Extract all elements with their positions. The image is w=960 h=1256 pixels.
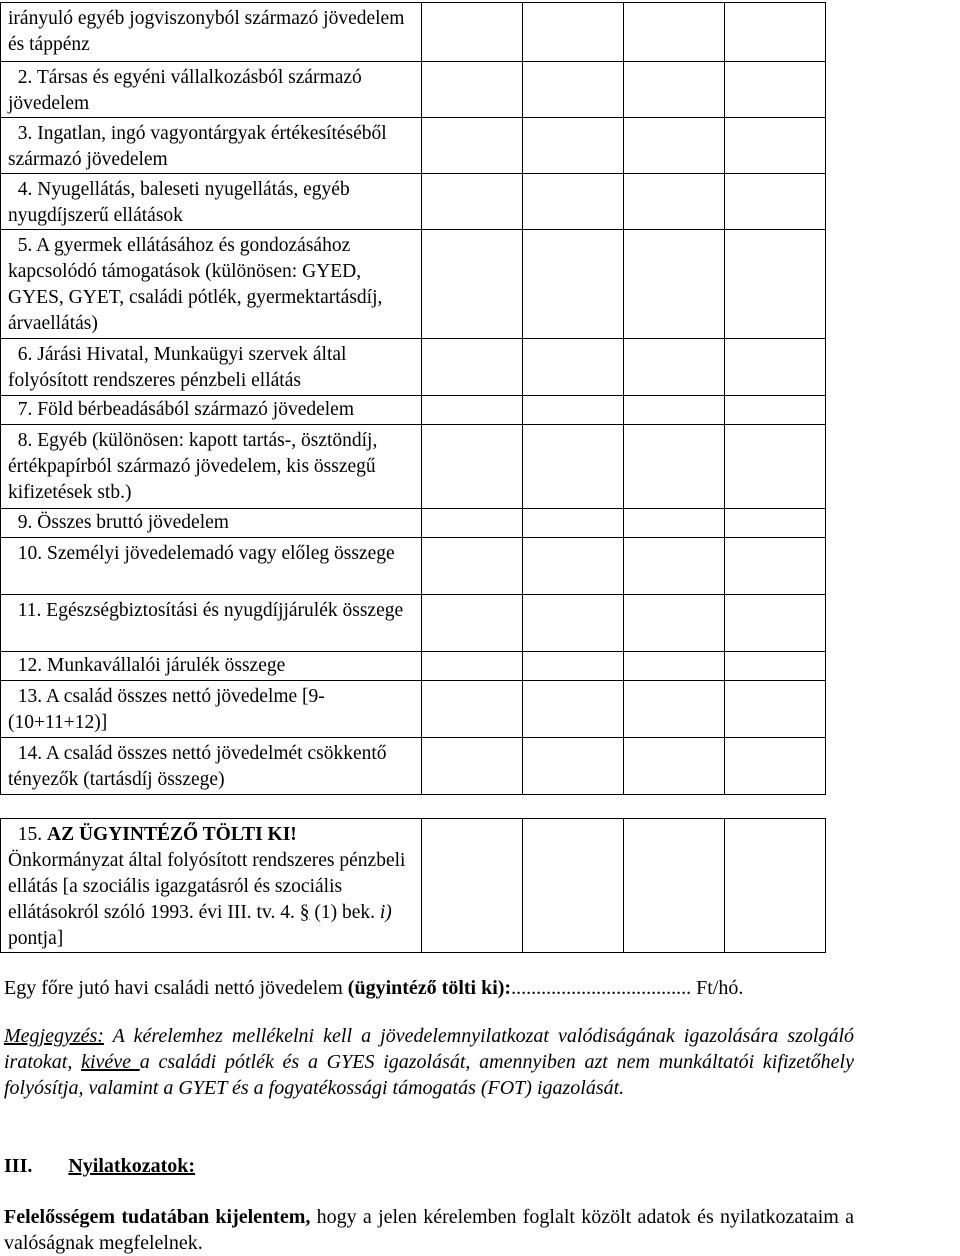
- note-label: Megjegyzés:: [4, 1025, 104, 1047]
- amount-cell[interactable]: [624, 738, 725, 795]
- note-text-2: a családi pótlék és a GYES igazolását, amennyiben azt nem munkáltatói kifizetőhely folyósítja, valamint a GYET és a fogyatékossági támogatás (FOT) igazolását.: [4, 1051, 854, 1099]
- amount-cell[interactable]: [725, 62, 826, 118]
- row-label: 6. Járási Hivatal, Munkaügyi szervek által folyósított rendszeres pénzbeli ellátás: [8, 344, 352, 391]
- row-label: irányuló egyéb jogviszonyból származó jövedelem és táppénz: [8, 8, 405, 55]
- amount-cell[interactable]: [422, 230, 523, 339]
- amount-cell[interactable]: [523, 652, 624, 681]
- table-row: [1, 425, 826, 509]
- amount-cell[interactable]: [523, 62, 624, 118]
- amount-cell[interactable]: [624, 339, 725, 396]
- row-label: 12. Munkavállalói járulék összege: [8, 655, 286, 676]
- amount-cell[interactable]: [422, 738, 523, 795]
- amount-cell[interactable]: [624, 509, 725, 538]
- row-label-cell: [1, 509, 422, 538]
- section-numeral: III.: [4, 1155, 33, 1177]
- table-row: [1, 595, 826, 652]
- amount-cell[interactable]: [422, 595, 523, 652]
- amount-cell[interactable]: [422, 538, 523, 595]
- amount-cell[interactable]: [523, 3, 624, 62]
- amount-cell[interactable]: [624, 230, 725, 339]
- amount-cell[interactable]: [624, 396, 725, 425]
- row-label: 14. A család összes nettó jövedelmét csökkentő tényezők (tartásdíj összege): [8, 743, 392, 790]
- row-label-cell: [1, 738, 422, 795]
- table-row: [1, 3, 826, 62]
- row-label-cell: [1, 425, 422, 509]
- row-label-cell: [1, 595, 422, 652]
- amount-cell[interactable]: [725, 509, 826, 538]
- amount-cell[interactable]: [624, 3, 725, 62]
- amount-cell[interactable]: [523, 595, 624, 652]
- amount-cell[interactable]: [422, 3, 523, 62]
- amount-cell[interactable]: [624, 595, 725, 652]
- table-row: [1, 538, 826, 595]
- officer-table: [0, 818, 826, 953]
- per-capita-text: Egy főre jutó havi családi nettó jövedelem: [4, 977, 348, 999]
- amount-cell[interactable]: [422, 118, 523, 174]
- amount-cell[interactable]: [624, 652, 725, 681]
- section-heading: [4, 1153, 854, 1179]
- row-15-text-mid: (1) bek.: [309, 902, 380, 923]
- amount-cell[interactable]: [422, 652, 523, 681]
- row-label-cell: [1, 681, 422, 738]
- declaration-text: hogy a jelen kérelemben foglalt közölt adatok és nyilatkozataim a valóságnak megfelelnek.: [4, 1206, 854, 1254]
- amount-cell[interactable]: [422, 339, 523, 396]
- amount-cell[interactable]: [725, 118, 826, 174]
- table-row: [1, 652, 826, 681]
- row-label: 3. Ingatlan, ingó vagyontárgyak értékesítéséből származó jövedelem: [8, 123, 392, 170]
- row-15-label: [1, 819, 421, 952]
- amount-cell[interactable]: [725, 230, 826, 339]
- table-row: [1, 509, 826, 538]
- per-capita-dots[interactable]: ....................................: [511, 977, 692, 999]
- row-15-text-end: pontja]: [8, 902, 397, 949]
- row-label-cell: [1, 230, 422, 339]
- amount-cell[interactable]: [725, 3, 826, 62]
- amount-cell[interactable]: [422, 681, 523, 738]
- amount-cell[interactable]: [523, 396, 624, 425]
- row-label-cell: [1, 174, 422, 230]
- row-label: 7. Föld bérbeadásából származó jövedelem: [8, 399, 355, 420]
- amount-cell[interactable]: [523, 538, 624, 595]
- amount-cell[interactable]: [624, 62, 725, 118]
- amount-cell[interactable]: [523, 509, 624, 538]
- table-row: [1, 174, 826, 230]
- row-label: 2. Társas és egyéni vállalkozásból származó jövedelem: [8, 67, 367, 114]
- amount-cell[interactable]: [624, 118, 725, 174]
- amount-cell[interactable]: [523, 819, 624, 953]
- row-15-italic: i): [379, 902, 392, 923]
- amount-cell[interactable]: [422, 509, 523, 538]
- row-number: 15.: [8, 824, 47, 845]
- amount-cell[interactable]: [725, 652, 826, 681]
- table-row: [1, 339, 826, 396]
- section-title: Nyilatkozatok:: [68, 1155, 196, 1177]
- row-label: 4. Nyugellátás, baleseti nyugellátás, egyéb nyugdíjszerű ellátások: [8, 179, 355, 226]
- amount-cell[interactable]: [624, 174, 725, 230]
- row-label-cell: [1, 396, 422, 425]
- row-label-cell: [1, 339, 422, 396]
- amount-cell[interactable]: [523, 118, 624, 174]
- row-label-cell: [1, 819, 422, 953]
- row-label: 9. Összes bruttó jövedelem: [8, 512, 229, 533]
- table-row: [1, 819, 826, 953]
- amount-cell[interactable]: [725, 174, 826, 230]
- row-label-cell: [1, 62, 422, 118]
- row-label-cell: [1, 538, 422, 595]
- amount-cell[interactable]: [422, 174, 523, 230]
- declaration-paragraph: [4, 1204, 854, 1256]
- per-capita-income-line: [4, 975, 854, 1001]
- row-label: 11. Egészségbiztosítási és nyugdíjjárulék összege: [8, 600, 404, 621]
- amount-cell[interactable]: [422, 819, 523, 953]
- amount-cell[interactable]: [624, 681, 725, 738]
- note-paragraph: [4, 1023, 854, 1101]
- table-row: [1, 738, 826, 795]
- amount-cell[interactable]: [725, 738, 826, 795]
- amount-cell[interactable]: [523, 425, 624, 509]
- amount-cell[interactable]: [725, 595, 826, 652]
- row-label: 10. Személyi jövedelemadó vagy előleg összege: [8, 543, 395, 564]
- amount-cell[interactable]: [523, 738, 624, 795]
- amount-cell[interactable]: [725, 819, 826, 953]
- amount-cell[interactable]: [624, 425, 725, 509]
- amount-cell[interactable]: [523, 339, 624, 396]
- per-capita-bold: (ügyintéző tölti ki):: [347, 977, 512, 999]
- amount-cell[interactable]: [624, 819, 725, 953]
- declaration-bold: Felelősségem tudatában kijelentem,: [4, 1206, 311, 1228]
- table-row: [1, 681, 826, 738]
- note-underlined: kivéve: [81, 1051, 140, 1073]
- table-row: [1, 396, 826, 425]
- amount-cell[interactable]: [725, 396, 826, 425]
- amount-cell[interactable]: [523, 681, 624, 738]
- amount-cell[interactable]: [523, 174, 624, 230]
- row-15-text: Önkormányzat által folyósított rendszeres pénzbeli ellátás [a szociális igazgatásról és szociális ellátásokról szóló 1993. évi III. tv. 4.: [8, 850, 411, 923]
- note-text: A kérelemhez mellékelni kell a jövedelemnyilatkozat valódiságának igazolására szolgáló iratokat,: [4, 1025, 854, 1073]
- row-label: 5. A gyermek ellátásához és gondozásához kapcsolódó támogatások (különösen: GYED, GYES, GYET, családi pótlék, gyermektartásdíj, árvaellátás): [8, 235, 388, 334]
- amount-cell[interactable]: [422, 425, 523, 509]
- paragraph-sign: §: [299, 902, 310, 923]
- row-label: 13. A család összes nettó jövedelme [9-(10+11+12)]: [8, 686, 325, 733]
- amount-cell[interactable]: [422, 62, 523, 118]
- income-table: [0, 2, 826, 795]
- officer-fills-heading: AZ ÜGYINTÉZŐ TÖLTI KI!: [47, 824, 297, 845]
- table-row: [1, 230, 826, 339]
- row-label: 8. Egyéb (különösen: kapott tartás-, ösztöndíj, értékpapírból származó jövedelem, kis összegű kifizetések stb.): [8, 430, 383, 503]
- table-row: [1, 118, 826, 174]
- amount-cell[interactable]: [422, 396, 523, 425]
- row-label-cell: [1, 3, 422, 62]
- amount-cell[interactable]: [725, 425, 826, 509]
- amount-cell[interactable]: [725, 538, 826, 595]
- row-label-cell: [1, 652, 422, 681]
- per-capita-unit: Ft/hó.: [691, 977, 744, 999]
- row-label-cell: [1, 118, 422, 174]
- amount-cell[interactable]: [523, 230, 624, 339]
- amount-cell[interactable]: [624, 538, 725, 595]
- amount-cell[interactable]: [725, 339, 826, 396]
- table-row: [1, 62, 826, 118]
- amount-cell[interactable]: [725, 681, 826, 738]
